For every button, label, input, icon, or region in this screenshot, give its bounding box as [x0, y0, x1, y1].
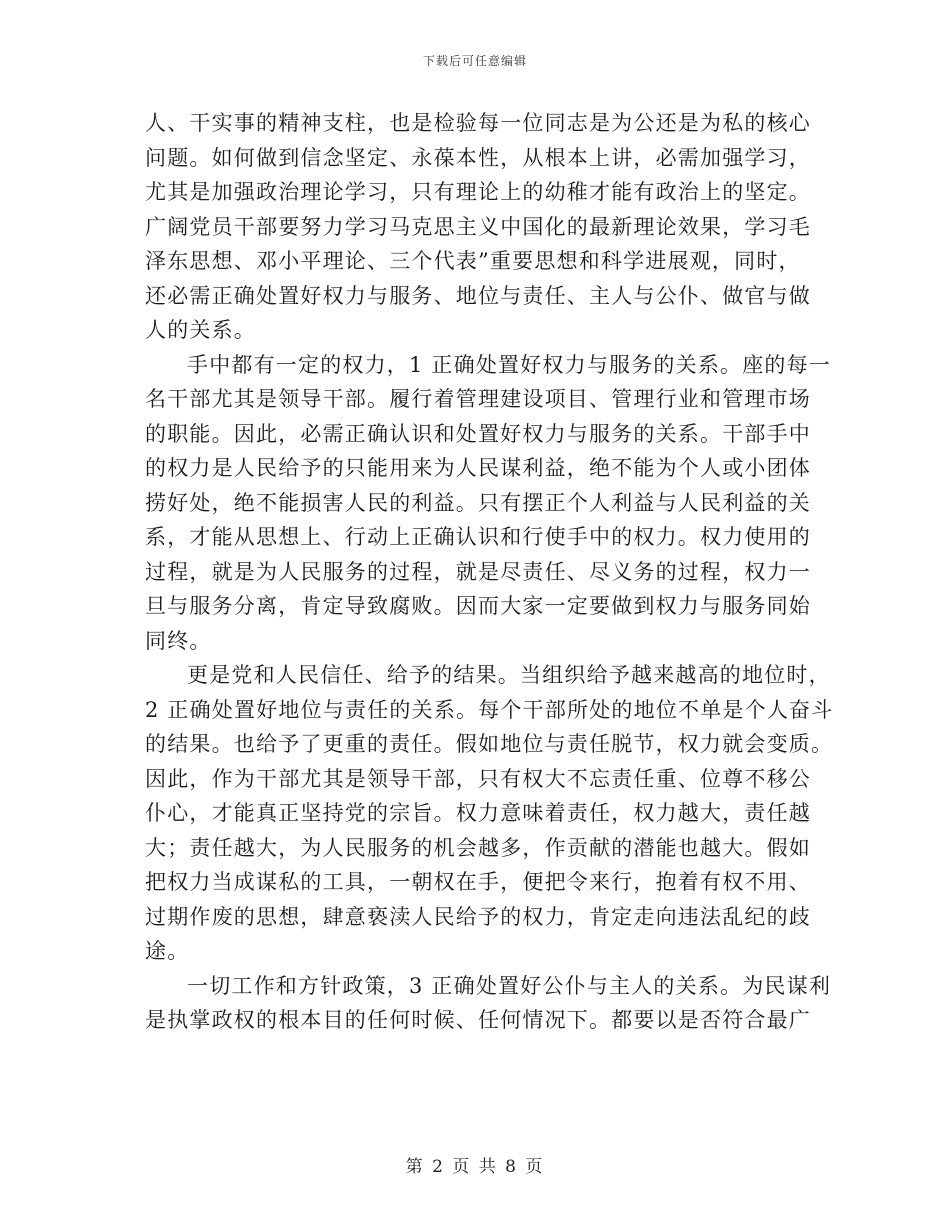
text-line: 把权力当成谋私的工具，一朝权在手，便把令来行，抱着有权不用、 — [145, 870, 811, 894]
text-line: 问题。如何做到信念坚定、永葆本性，从根本上讲，必需加强学习， — [145, 145, 811, 170]
text-line: 因此，作为干部尤其是领导干部，只有权大不忘责任重、位尊不移公 — [145, 766, 811, 791]
text-line: 的结果。也给予了更重的责任。假如地位与责任脱节，权力就会变质。 — [145, 732, 834, 756]
text-line: 捞好处，绝不能损害人民的利益。只有摆正个人利益与人民利益的关 — [145, 490, 811, 515]
paragraph-first-line: 一切工作和方针政策，3 正确处置好公仆与主人的关系。为民谋利 — [187, 973, 832, 998]
text-line: 人、干实事的精神支柱，也是检验每一位同志是为公还是为私的核心 — [145, 111, 811, 135]
text-line: 仆心，才能真正坚持党的宗旨。权力意味着责任，权力越大，责任越 — [145, 801, 811, 825]
text-line: 是执掌政权的根本目的任何时候、任何情况下。都要以是否符合最广 — [145, 1008, 811, 1032]
text-line: 的权力是人民给予的只能用来为人民谋利益，绝不能为个人或小团体 — [145, 456, 811, 480]
text-line: 泽东思想、邓小平理论、三个代表”重要思想和科学进展观，同时， — [145, 249, 801, 273]
text-line: 过程，就是为人民服务的过程，就是尽责任、尽义务的过程，权力一 — [145, 559, 811, 584]
text-line: 的职能。因此，必需正确认识和处置好权力与服务的关系。干部手中 — [145, 421, 811, 446]
document-body — [145, 106, 834, 1038]
paragraph-first-line: 更是党和人民信任、给予的结果。当组织给予越来越高的地位时， — [187, 663, 831, 687]
text-line: 旦与服务分离，肯定导致腐败。因而大家一定要做到权力与服务同始 — [145, 594, 811, 618]
page-number-footer: 第 2 页 共 8 页 — [405, 1157, 545, 1177]
text-line: 系，才能从思想上、行动上正确认识和行使手中的权力。权力使用的 — [145, 525, 811, 549]
text-line: 2 正确处置好地位与责任的关系。每个干部所处的地位不单是个人奋斗 — [145, 697, 834, 722]
text-line: 途。 — [145, 939, 190, 963]
page-header: 下载后可任意编辑 — [422, 54, 527, 68]
text-line: 还必需正确处置好权力与服务、地位与责任、主人与公仆、做官与做 — [145, 283, 811, 308]
text-line: 大；责任越大，为人民服务的机会越多，作贡献的潜能也越大。假如 — [145, 835, 811, 860]
paragraph-first-line: 手中都有一定的权力，1 正确处置好权力与服务的关系。座的每一 — [187, 352, 832, 377]
text-line: 过期作废的思想，肆意亵渎人民给予的权力，肯定走向违法乱纪的歧 — [145, 904, 811, 929]
text-line: 人的关系。 — [145, 318, 256, 342]
text-line: 尤其是加强政治理论学习，只有理论上的幼稚才能有政治上的坚定。 — [145, 180, 811, 204]
text-line: 名干部尤其是领导干部。履行着管理建设项目、管理行业和管理市场 — [145, 387, 811, 411]
text-line: 同终。 — [145, 628, 212, 653]
text-line: 广阔党员干部要努力学习马克思主义中国化的最新理论效果，学习毛 — [145, 214, 811, 239]
